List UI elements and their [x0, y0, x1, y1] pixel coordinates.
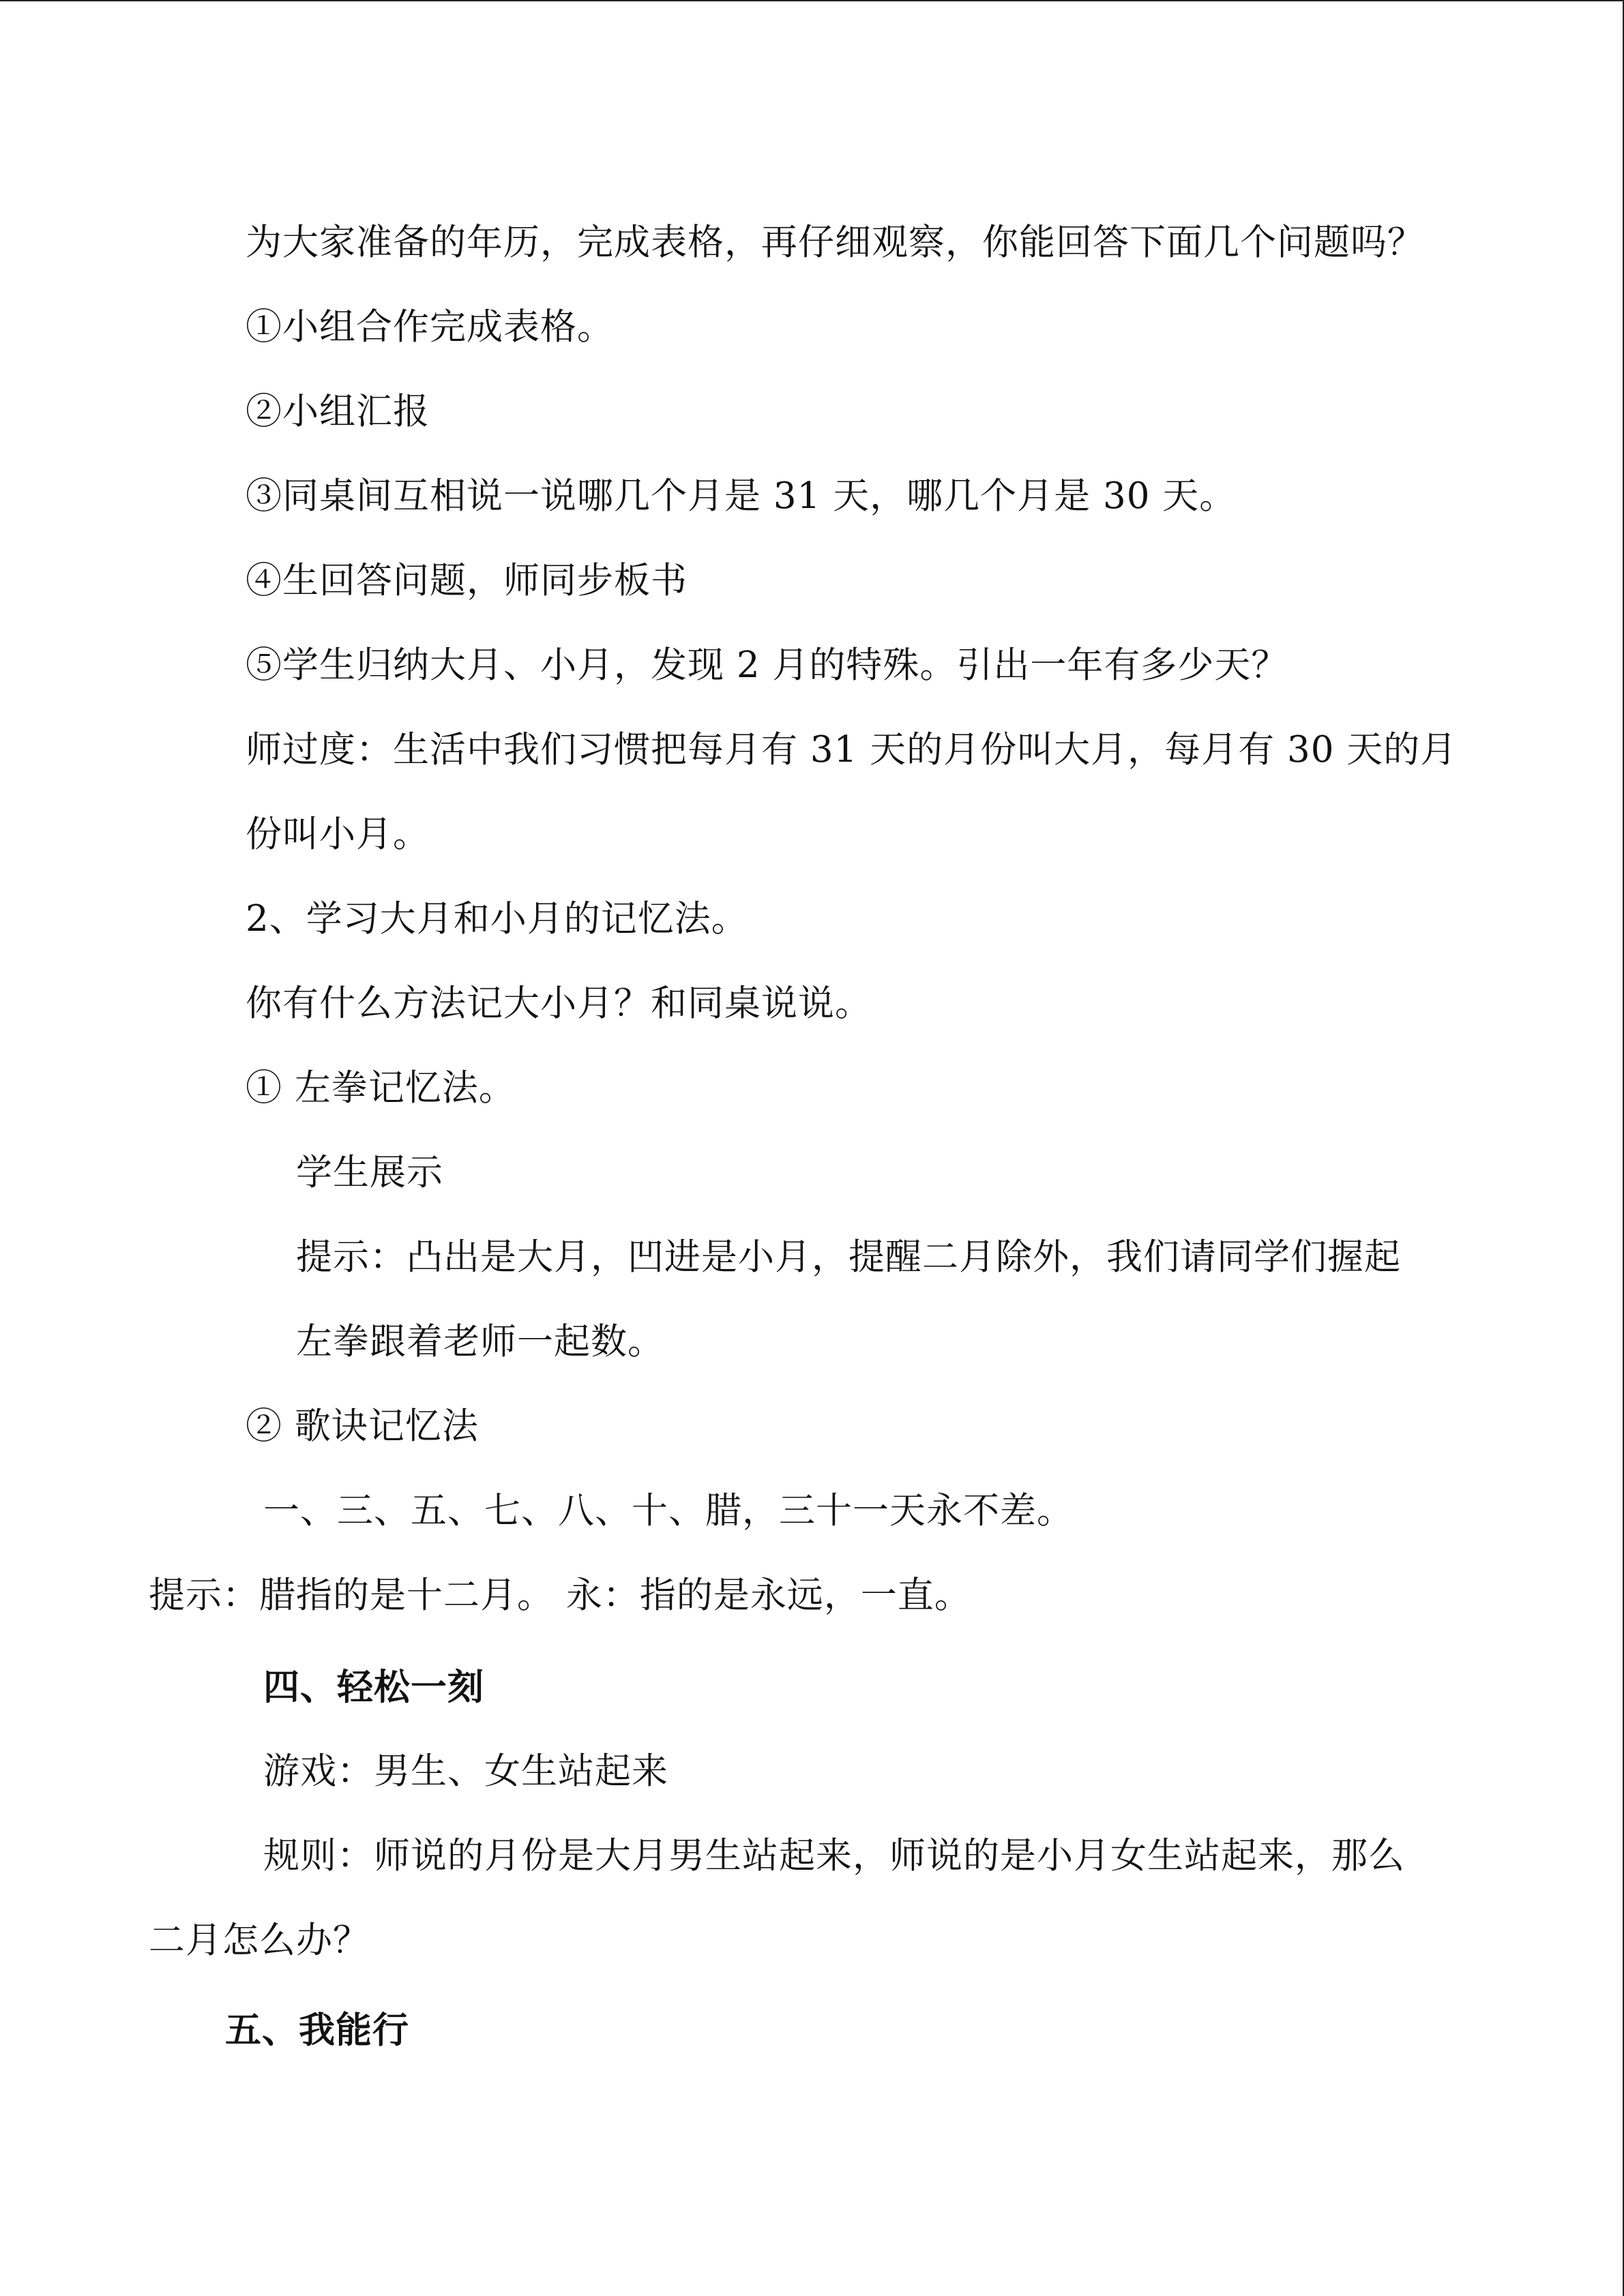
step-4-answer-questions: ④生回答问题，师同步板书: [246, 560, 688, 601]
step-3-desk-mates: ③同桌间互相说一说哪几个月是 31 天，哪几个月是 30 天。: [246, 475, 1237, 517]
step-5-summarize: ⑤学生归纳大月、小月，发现 2 月的特殊。引出一年有多少天？: [246, 644, 1288, 686]
rules-line-1: 规则：师说的月份是大月男生站起来，师说的是小月女生站起来，那么: [263, 1835, 1405, 1877]
hint-fist-line-2: 左拳跟着老师一起数。: [296, 1321, 664, 1362]
section-2-heading: 2、学习大月和小月的记忆法。: [246, 898, 748, 940]
hint-fist-line-1: 提示：凸出是大月，凹进是小月，提醒二月除外，我们请同学们握起: [296, 1236, 1401, 1278]
teacher-transition-line-1: 师过度：生活中我们习惯把每月有 31 天的月份叫大月，每月有 30 天的月: [246, 729, 1458, 771]
game-title: 游戏：男生、女生站起来: [263, 1750, 668, 1792]
memory-method-question: 你有什么方法记大小月？和同桌说说。: [246, 983, 872, 1024]
hint-rhyme-explanation: 提示：腊指的是十二月。 永：指的是永远，一直。: [149, 1575, 971, 1616]
student-demo: 学生展示: [296, 1152, 443, 1193]
teacher-transition-line-2: 份叫小月。: [246, 814, 430, 855]
method-1-left-fist: ① 左拳记忆法。: [246, 1067, 516, 1109]
section-4-heading: 四、轻松一刻: [263, 1666, 484, 1708]
step-2-group-report: ②小组汇报: [246, 391, 430, 432]
section-5-heading: 五、我能行: [225, 2009, 409, 2051]
rules-line-2: 二月怎么办？: [149, 1920, 370, 1961]
step-1-group-table: ①小组合作完成表格。: [246, 306, 614, 348]
rhyme-text: 一、三、五、七、八、十、腊，三十一天永不差。: [263, 1490, 1074, 1532]
paragraph-calendar-question: 为大家准备的年历，完成表格，再仔细观察，你能回答下面几个问题吗？: [246, 222, 1424, 263]
method-2-rhyme: ② 歌诀记忆法: [246, 1405, 479, 1447]
